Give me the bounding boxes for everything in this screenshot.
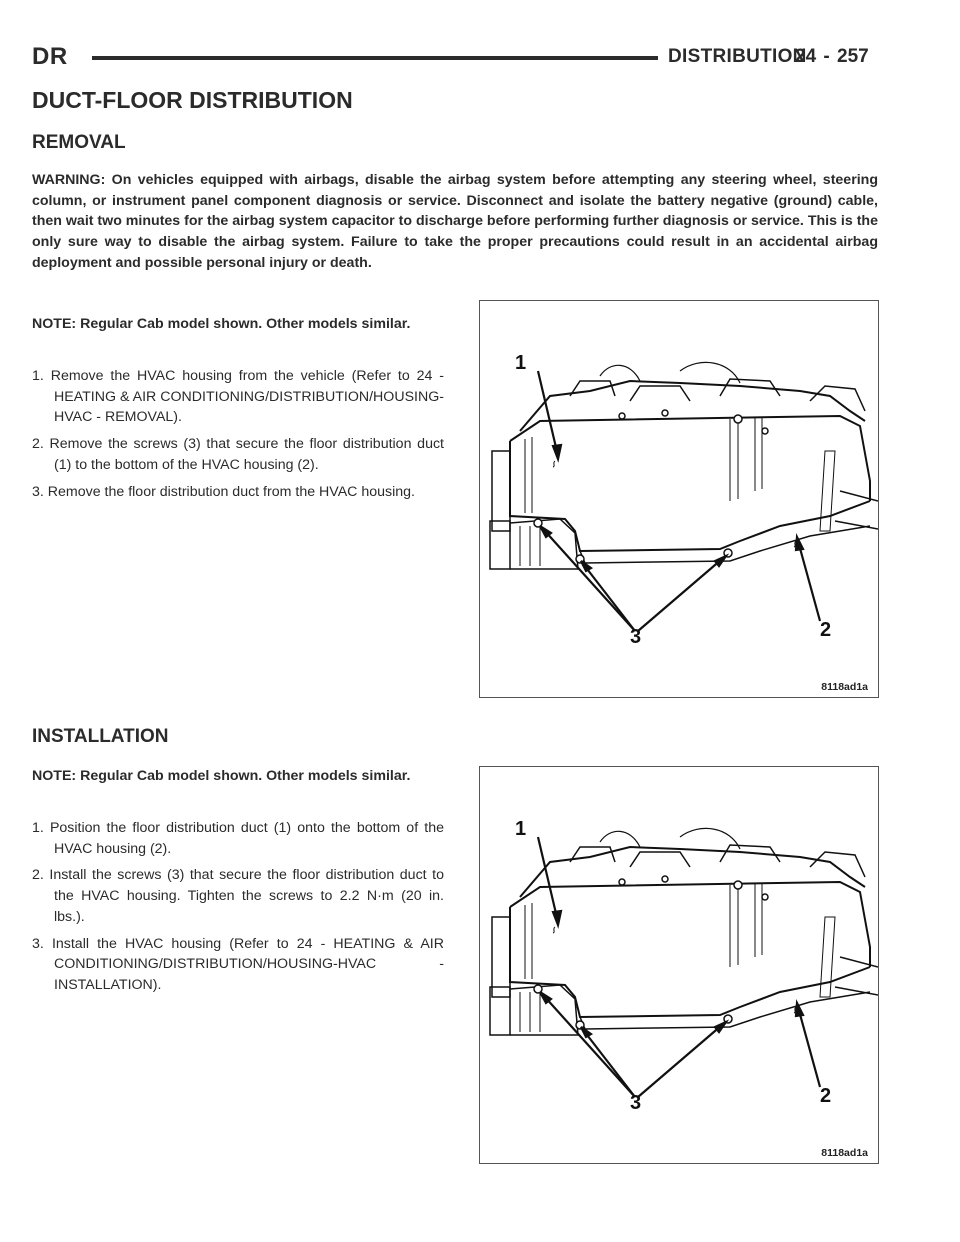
- header-rule: [92, 56, 658, 60]
- removal-step: 3. Remove the floor distribution duct from the HVAC housing.: [32, 483, 415, 500]
- callout-2: 2: [820, 619, 832, 641]
- installation-figure: [479, 766, 879, 1164]
- removal-warning: WARNING: On vehicles equipped with airbags, disable the airbag system before attempting any steering wheel, steering column, or instrument panel component diagnosis or service. Disconnect and isolate the battery negative (ground) cable, then wait two minutes for the airbag system capacitor to discharge before performing further diagnosis or service. This is the only sure way to disable the airbag system. Failure to take the proper precautions could result in an accidental airbag deployment and possible personal injury or death.: [32, 172, 878, 271]
- removal-heading: REMOVAL: [32, 132, 126, 153]
- callout-3: 3: [630, 1092, 642, 1114]
- callout-1: 1: [515, 352, 527, 374]
- figure-code: 8118ad1a: [821, 681, 868, 693]
- header-model: DR: [32, 43, 68, 70]
- header-section: DISTRIBUTION: [668, 46, 807, 67]
- callout-1: 1: [515, 818, 527, 840]
- removal-steps: [32, 366, 444, 508]
- removal-note: NOTE: Regular Cab model shown. Other models similar.: [32, 316, 411, 332]
- installation-steps: [32, 818, 444, 1002]
- callout-2: 2: [820, 1085, 832, 1107]
- installation-step: 2. Install the screws (3) that secure the floor distribution duct to the HVAC housing. Tighten the screws to 2.2 N·m (20 in. lbs.).: [32, 867, 444, 925]
- figure-code: 8118ad1a: [821, 1147, 868, 1159]
- installation-step: 3. Install the HVAC housing (Refer to 24 - HEATING & AIR CONDITIONING/DISTRIBUTION/HOUSING-HVAC - INSTALLATION).: [32, 935, 444, 993]
- header-page-number: 24 - 257: [795, 46, 869, 67]
- installation-note: NOTE: Regular Cab model shown. Other models similar.: [32, 768, 411, 784]
- removal-step: 1. Remove the HVAC housing from the vehicle (Refer to 24 - HEATING & AIR CONDITIONING/DISTRIBUTION/HOUSING-HVAC - REMOVAL).: [32, 368, 444, 426]
- installation-step: 1. Position the floor distribution duct (1) onto the bottom of the HVAC housing (2).: [32, 820, 444, 857]
- duct-illustration: [480, 767, 878, 1163]
- callout-3: 3: [630, 626, 642, 648]
- page-title: DUCT-FLOOR DISTRIBUTION: [32, 87, 353, 113]
- duct-illustration: [480, 301, 878, 697]
- installation-heading: INSTALLATION: [32, 726, 169, 747]
- removal-figure: [479, 300, 879, 698]
- removal-step: 2. Remove the screws (3) that secure the floor distribution duct (1) to the bottom of the HVAC housing (2).: [32, 436, 444, 473]
